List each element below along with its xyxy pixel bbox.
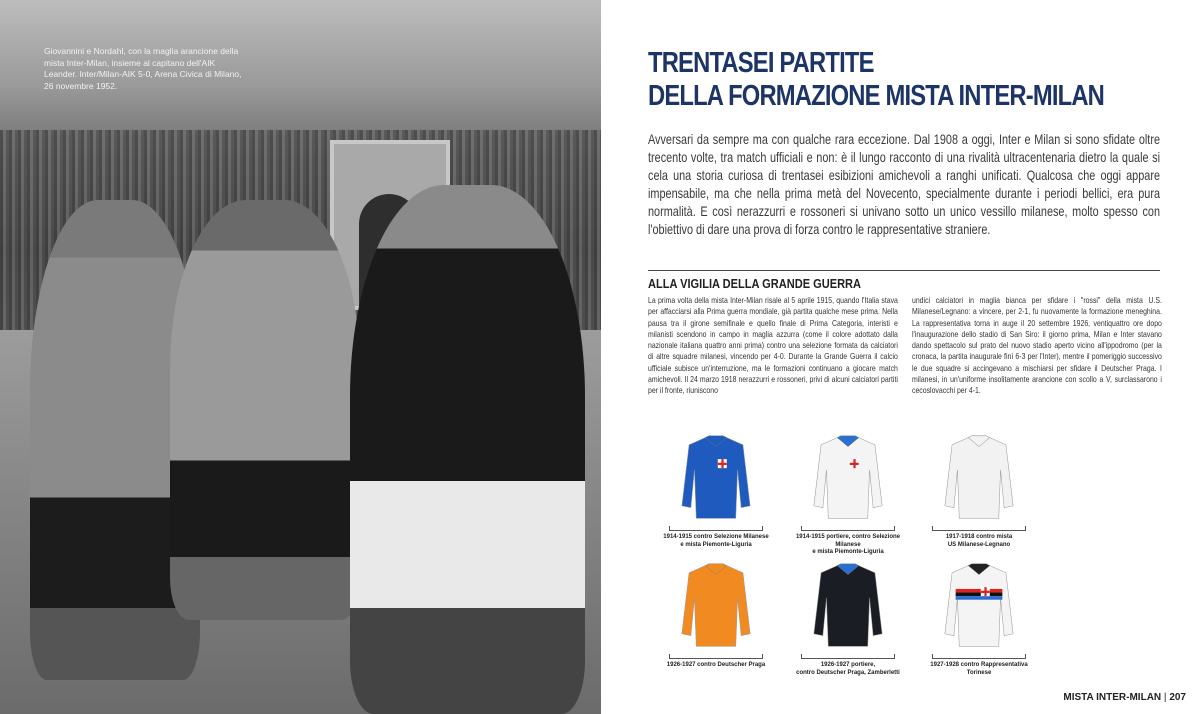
jersey-item — [661, 562, 771, 670]
subheading: ALLA VIGILIA DELLA GRANDE GUERRA — [648, 276, 862, 291]
jersey-icon — [943, 562, 1015, 650]
caption-bracket — [801, 526, 895, 531]
jersey-item — [661, 434, 771, 549]
title-line-2: DELLA FORMAZIONE MISTA INTER-MILAN — [648, 80, 1105, 112]
footer-separator: | — [1163, 692, 1167, 703]
divider — [648, 270, 1160, 271]
jersey-item — [924, 434, 1034, 549]
jersey-item — [924, 562, 1034, 677]
article-title — [648, 47, 1104, 113]
jersey-caption: 1914-1915 contro Selezione Milanese e mista Piemonte-Liguria — [663, 534, 769, 548]
title-line-1: TRENTASEI PARTITE — [648, 47, 874, 79]
jersey-caption: 1914-1915 portiere, contro Selezione Milanese e mista Piemonte-Liguria — [795, 534, 901, 555]
caption-bracket — [932, 526, 1026, 531]
footer-section: MISTA INTER-MILAN — [1063, 692, 1162, 703]
jersey-caption: 1926-1927 portiere, contro Deutscher Praga, Zamberletti — [796, 662, 900, 676]
player-right-captain — [350, 185, 585, 714]
jersey-icon — [680, 434, 752, 522]
body-column-1: La prima volta della mista Inter-Milan risale al 5 aprile 1915, quando l'Italia stava per affacciarsi alla Prima guerra mondiale, già partita qualche mese prima. Nella pausa tra il girone semifinale e quello finale di Prima Categoria, interisti e milanisti scendono in campo in maglia azzurra (come il colore adottato dalla nazionale italiana quattro anni prima) contro una selezione formata da calciatori di altre squadre milanesi, vincendo per 4-0. Durante la Grande Guerra il calcio ufficiale subisce un'interruzione, ma le formazioni continuano a giocare match amichevoli. Il 24 marzo 1918 nerazzurri e rossoneri, privi di alcuni calciatori partiti per il fronte, riuniscono — [648, 295, 898, 396]
caption-bracket — [669, 526, 763, 531]
jersey-icon — [812, 562, 884, 650]
player-center — [170, 200, 360, 620]
photo-caption: Giovannini e Nordahl, con la maglia arancione della mista Inter-Milan, insieme al capitano dell'AIK Leander. Inter/Milan-AIK 5-0, Arena Civica di Milano, 26 novembre 1952. — [44, 46, 242, 91]
jersey-item — [793, 434, 903, 557]
jersey-icon — [943, 434, 1015, 522]
jersey-caption: 1927-1928 contro Rappresentativa Torinese — [930, 662, 1028, 676]
article-page — [601, 0, 1200, 714]
jersey-caption: 1926-1927 contro Deutscher Praga — [666, 662, 766, 668]
caption-bracket — [801, 654, 895, 659]
body-column-2: undici calciatori in maglia bianca per sfidare i "rossi" della mista U.S. Milanese/Legnano: a vincere, per 2-1, fu nuovamente la formazione meneghina. La rappresentativa torna in auge il 20 settembre 1926, ventiquattro ore dopo l'inaugurazione dello stadio di San Siro: il giorno prima, Milan e Inter stavano dando spettacolo sul prato del nuovo stadio aperto vicino all'ippodromo (per la cronaca, la partita inaugurale finì 6-3 per l'Inter), mentre il pomeriggio successivo le due squadre si accingevano a mischiarsi per sfidare il Deutscher Praga. I milanesi, in un'uniforme insolitamente arancione con scollo a V, surclassarono i cecoslovacchi per 4-1. — [912, 295, 1162, 396]
caption-bracket — [669, 654, 763, 659]
page-number: 207 — [1169, 692, 1186, 703]
caption-bracket — [932, 654, 1026, 659]
jersey-caption: 1917-1918 contro mista US Milanese-Legnano — [945, 534, 1013, 548]
jersey-icon — [680, 562, 752, 650]
page-footer — [1063, 692, 1186, 703]
jersey-item — [793, 562, 903, 677]
intro-paragraph: Avversari da sempre ma con qualche rara eccezione. Dal 1908 a oggi, Inter e Milan si sono sfidate oltre trecento volte, tra match ufficiali e non: è il lungo racconto di una rivalità ultracentenaria dietro la quale si cela una storia curiosa di trentasei esibizioni amichevoli a ranghi unificati. Qualcosa che oggi appare impensabile, ma che nella prima metà del Novecento, specialmente durante i periodi bellici, era pura normalità. E così nerazzurri e rossoneri si univano sotto un unico vessillo milanese, molto spesso con l'obiettivo di dare una prova di forza contro le rappresentative straniere. — [648, 132, 1160, 237]
jersey-icon — [812, 434, 884, 522]
